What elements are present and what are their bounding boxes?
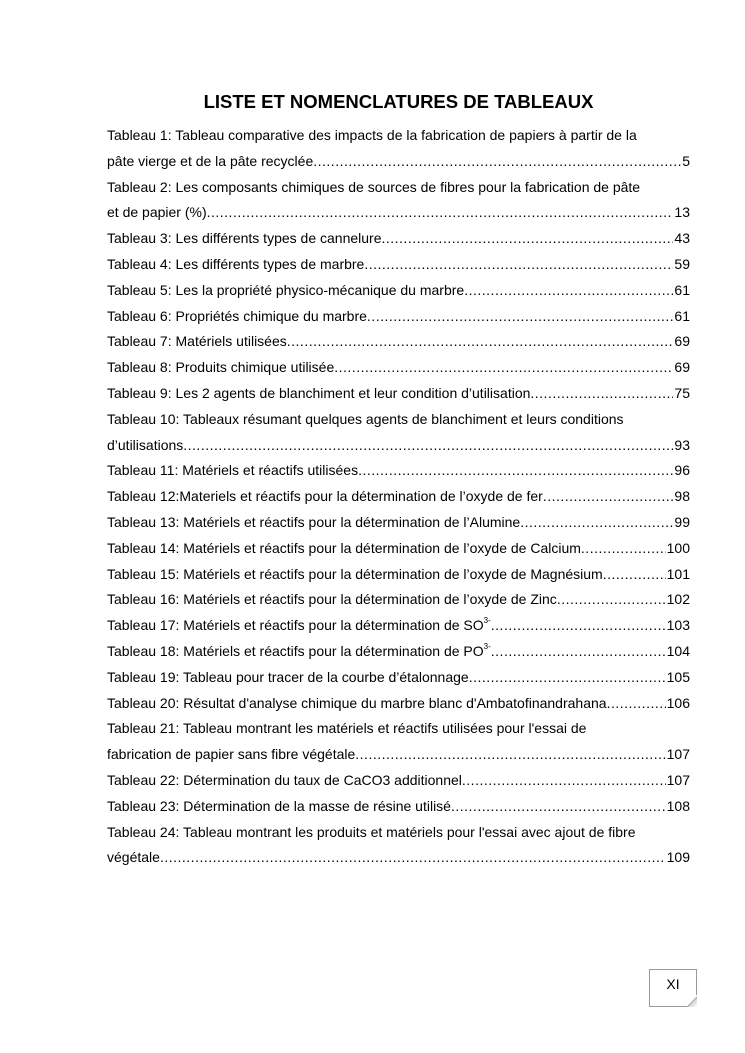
dot-leader <box>160 845 666 871</box>
toc-entry[interactable] <box>107 458 690 484</box>
toc-entry-leader-line <box>107 742 690 768</box>
toc-entry-leader-line <box>107 768 690 794</box>
toc-entry-page-number: 43 <box>674 230 690 247</box>
toc-entry[interactable] <box>107 226 690 252</box>
toc-entry-label <box>107 226 381 252</box>
toc-entry-label-text: pâte vierge et de la pâte recyclée <box>107 152 314 169</box>
toc-entry[interactable] <box>107 175 690 227</box>
toc-entry-label <box>107 768 462 794</box>
toc-entry-label-text: végétale <box>107 849 160 866</box>
toc-entry-label-text: Tableau 20: Résultat d'analyse chimique du marbre blanc d'Ambatofinandrahana <box>107 694 607 711</box>
dot-leader <box>207 200 674 226</box>
toc-entry-leader-line <box>107 691 690 717</box>
dot-leader <box>607 691 666 717</box>
toc-entry-leader-line <box>107 458 690 484</box>
page-corner-fold <box>688 995 697 1007</box>
dot-leader <box>491 639 666 665</box>
toc-entry-page-number: 5 <box>682 152 690 169</box>
dot-leader <box>543 484 674 510</box>
dot-leader <box>364 252 673 278</box>
toc-entry-label-text: Tableau 6: Propriétés chimique du marbre <box>107 307 367 324</box>
toc-entry-page-number: 100 <box>666 539 690 556</box>
toc-entry[interactable] <box>107 587 690 613</box>
table-list <box>107 123 690 871</box>
toc-entry-leader-line <box>107 200 690 226</box>
toc-entry-page-number: 96 <box>674 462 690 479</box>
toc-entry-leader-line <box>107 536 690 562</box>
toc-entry-label <box>107 304 367 330</box>
toc-entry-label <box>107 562 603 588</box>
toc-entry[interactable] <box>107 639 690 665</box>
toc-entry-page-number: 99 <box>674 513 690 530</box>
page-number: XI <box>666 976 680 992</box>
toc-entry[interactable] <box>107 665 690 691</box>
toc-entry-leader-line <box>107 226 690 252</box>
toc-entry-page-number: 107 <box>666 746 690 763</box>
toc-entry[interactable] <box>107 820 690 872</box>
dot-leader <box>334 355 673 381</box>
toc-entry-leader-line <box>107 381 690 407</box>
toc-entry-label <box>107 458 358 484</box>
toc-entry-leader-line <box>107 845 690 871</box>
toc-entry-leader-line <box>107 587 690 613</box>
toc-entry-label-text: Tableau 13: Matériels et réactifs pour la détermination de l’Alumine <box>107 513 521 530</box>
toc-entry[interactable] <box>107 407 690 459</box>
dot-leader <box>520 510 673 536</box>
toc-entry-page-number: 106 <box>666 694 690 711</box>
toc-entry-label-text: Tableau 22: Détermination du taux de CaCO3 additionnel <box>107 771 462 788</box>
toc-entry-page-number: 75 <box>674 384 690 401</box>
dot-leader <box>464 278 673 304</box>
dot-leader <box>355 742 665 768</box>
toc-entry-label <box>107 329 287 355</box>
toc-entry-text-line: Tableau 24: Tableau montrant les produits et matériels pour l'essai avec ajout de fibre <box>107 823 636 840</box>
toc-entry[interactable] <box>107 562 690 588</box>
toc-entry[interactable] <box>107 278 690 304</box>
toc-entry-leader-line <box>107 665 690 691</box>
toc-entry-label-text: Tableau 7: Matériels utilisées <box>107 333 287 350</box>
toc-entry-label-text: Tableau 4: Les différents types de marbre <box>107 255 365 272</box>
toc-entry-label <box>107 794 451 820</box>
toc-entry-label-text: Tableau 14: Matériels et réactifs pour la détermination de l’oxyde de Calcium <box>107 539 581 556</box>
toc-entry-label-text: Tableau 16: Matériels et réactifs pour la détermination de l’oxyde de Zinc <box>107 591 557 608</box>
toc-entry-label <box>107 200 207 226</box>
toc-entry-page-number: 69 <box>674 359 690 376</box>
toc-entry-label-text: fabrication de papier sans fibre végétale <box>107 746 356 763</box>
toc-entry[interactable] <box>107 381 690 407</box>
toc-entry[interactable] <box>107 536 690 562</box>
toc-entry-label <box>107 613 491 639</box>
toc-entry-label <box>107 433 183 459</box>
toc-entry-label <box>107 691 607 717</box>
toc-entry-page-number: 69 <box>674 333 690 350</box>
toc-entry-text-line: Tableau 1: Tableau comparative des impacts de la fabrication de papiers à partir de la <box>107 127 637 143</box>
toc-entry-page-number: 104 <box>666 642 690 659</box>
dot-leader <box>367 304 674 330</box>
toc-entry-page-number: 98 <box>674 488 690 505</box>
toc-entry-leader-line <box>107 355 690 381</box>
toc-entry-text-line: Tableau 2: Les composants chimiques de sources de fibres pour la fabrication de pâte <box>107 178 641 195</box>
toc-entry-label <box>107 510 520 536</box>
dot-leader <box>313 149 681 175</box>
toc-entry-label-text: Tableau 12:Materiels et réactifs pour la détermination de l’oxyde de fer <box>107 488 543 505</box>
dot-leader <box>287 329 674 355</box>
toc-entry-label <box>107 278 464 304</box>
toc-entry[interactable] <box>107 794 690 820</box>
toc-entry-label <box>107 252 364 278</box>
toc-entry[interactable] <box>107 123 690 175</box>
toc-entry[interactable] <box>107 329 690 355</box>
toc-entry-label <box>107 639 491 665</box>
toc-entry-page-number: 103 <box>666 617 690 634</box>
toc-entry-label <box>107 355 334 381</box>
toc-entry-label-text: et de papier (%) <box>107 204 207 221</box>
dot-leader <box>530 381 673 407</box>
toc-entry-label-text: Tableau 17: Matériels et réactifs pour la détermination de SO <box>107 617 484 634</box>
toc-entry-label-text: Tableau 9: Les 2 agents de blanchiment et leur condition d’utilisation <box>107 384 531 401</box>
toc-entry-label <box>107 484 543 510</box>
toc-entry[interactable] <box>107 716 690 768</box>
dot-leader <box>451 794 666 820</box>
toc-entry-page-number: 107 <box>666 771 690 788</box>
toc-entry[interactable] <box>107 484 690 510</box>
dot-leader <box>381 226 673 252</box>
toc-entry-leader-line <box>107 562 690 588</box>
toc-entry-leader-line <box>107 794 690 820</box>
toc-entry-leader-line <box>107 304 690 330</box>
toc-entry-text-line: Tableau 10: Tableaux résumant quelques agents de blanchiment et leurs conditions <box>107 410 624 427</box>
toc-entry[interactable] <box>107 768 690 794</box>
toc-entry-label-text: Tableau 5: Les la propriété physico-mécanique du marbre <box>107 281 465 298</box>
dot-leader <box>462 768 666 794</box>
toc-entry-leader-line <box>107 484 690 510</box>
toc-entry-label <box>107 536 581 562</box>
toc-entry-label <box>107 381 530 407</box>
toc-entry-page-number: 93 <box>674 436 690 453</box>
toc-entry-leader-line <box>107 639 690 665</box>
toc-entry-page-number: 61 <box>674 281 690 298</box>
dot-leader <box>183 433 673 459</box>
toc-entry-label-text: d’utilisations <box>107 436 184 453</box>
toc-entry[interactable] <box>107 252 690 278</box>
toc-entry-label <box>107 149 313 175</box>
toc-entry-label-text: Tableau 8: Produits chimique utilisée <box>107 359 335 376</box>
toc-entry-leader-line <box>107 278 690 304</box>
toc-entry-page-number: 61 <box>674 307 690 324</box>
toc-entry[interactable] <box>107 304 690 330</box>
toc-entry-label-text: Tableau 23: Détermination de la masse de résine utilisé <box>107 797 451 814</box>
dot-leader <box>557 587 666 613</box>
toc-entry-page-number: 108 <box>666 797 690 814</box>
toc-entry-label-text: Tableau 19: Tableau pour tracer de la courbe d’étalonnage <box>107 668 469 685</box>
toc-entry[interactable] <box>107 691 690 717</box>
toc-entry-superscript: 3- <box>483 642 491 652</box>
toc-entry[interactable] <box>107 355 690 381</box>
toc-entry-page-number: 105 <box>666 668 690 685</box>
toc-entry-label-text: Tableau 18: Matériels et réactifs pour la détermination de PO <box>107 642 484 659</box>
toc-entry-label <box>107 845 160 871</box>
toc-entry[interactable] <box>107 613 690 639</box>
toc-entry-leader-line <box>107 510 690 536</box>
dot-leader <box>469 665 666 691</box>
toc-entry-leader-line <box>107 613 690 639</box>
toc-entry-label <box>107 587 557 613</box>
toc-entry-text-line: Tableau 21: Tableau montrant les matériels et réactifs utilisées pour l'essai de <box>107 720 587 737</box>
toc-entry-label <box>107 665 469 691</box>
toc-entry-leader-line <box>107 329 690 355</box>
toc-entry[interactable] <box>107 510 690 536</box>
toc-entry-page-number: 59 <box>674 255 690 272</box>
dot-leader <box>491 613 666 639</box>
toc-entry-page-number: 102 <box>666 591 690 608</box>
dot-leader <box>603 562 666 588</box>
toc-entry-page-number: 101 <box>666 565 690 582</box>
page-title: LISTE ET NOMENCLATURES DE TABLEAUX <box>203 91 594 112</box>
toc-entry-leader-line <box>107 433 690 459</box>
toc-entry-label-text: Tableau 11: Matériels et réactifs utilisées <box>107 462 359 479</box>
toc-entry-page-number: 13 <box>674 204 690 221</box>
toc-entry-page-number: 109 <box>666 849 690 866</box>
dot-leader <box>581 536 666 562</box>
dot-leader <box>358 458 673 484</box>
toc-entry-leader-line <box>107 149 690 175</box>
toc-entry-leader-line <box>107 252 690 278</box>
toc-entry-label <box>107 742 355 768</box>
toc-entry-label-text: Tableau 15: Matériels et réactifs pour la détermination de l’oxyde de Magnésium <box>107 565 603 582</box>
toc-entry-superscript: 3- <box>483 616 491 626</box>
toc-entry-label-text: Tableau 3: Les différents types de cannelure <box>107 230 382 247</box>
